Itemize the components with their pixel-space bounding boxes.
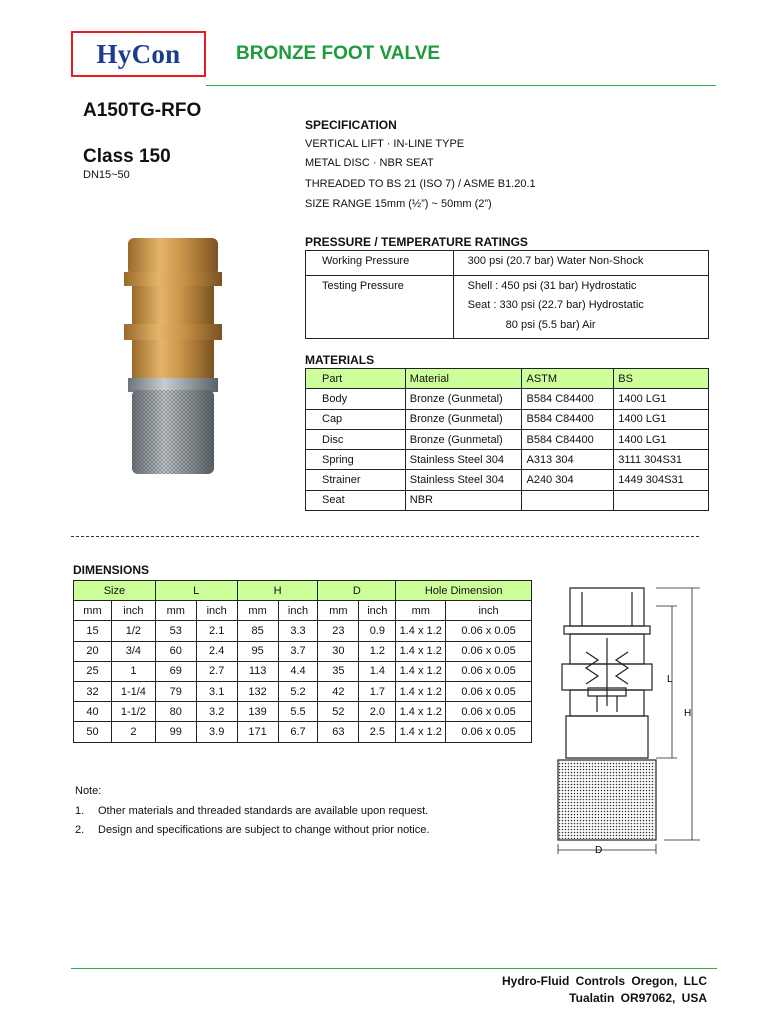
unit-cell: inch <box>359 601 396 621</box>
table-cell: 1/2 <box>111 621 155 641</box>
table-cell: 1.7 <box>359 681 396 701</box>
unit-cell: inch <box>111 601 155 621</box>
table-cell: Bronze (Gunmetal) <box>405 409 522 429</box>
table-cell: 63 <box>318 722 359 742</box>
logo <box>71 31 206 77</box>
spec-line: THREADED TO BS 21 (ISO 7) / ASME B1.20.1 <box>305 178 536 190</box>
column-header: Hole Dimension <box>396 581 532 601</box>
units-row <box>74 601 532 621</box>
table-cell: 50 <box>74 722 112 742</box>
table-cell: Stainless Steel 304 <box>405 470 522 490</box>
table-cell: 95 <box>237 641 278 661</box>
table-row <box>306 409 709 429</box>
header-rule <box>206 85 716 86</box>
table-cell: 42 <box>318 681 359 701</box>
unit-cell: inch <box>278 601 318 621</box>
table-cell: 0.9 <box>359 621 396 641</box>
table-cell: 0.06 x 0.05 <box>446 641 532 661</box>
column-header: L <box>155 581 237 601</box>
table-cell: Disc <box>306 429 406 449</box>
table-cell: 1.4 x 1.2 <box>396 641 446 661</box>
table-cell: 139 <box>237 702 278 722</box>
table-cell: 2.1 <box>196 621 237 641</box>
table-cell: 69 <box>155 661 196 681</box>
table-cell: 1400 LG1 <box>614 389 709 409</box>
table-cell: Strainer <box>306 470 406 490</box>
table-cell: 80 <box>155 702 196 722</box>
dimension-label-h: H <box>684 708 692 719</box>
table-cell: 0.06 x 0.05 <box>446 661 532 681</box>
unit-cell: mm <box>74 601 112 621</box>
table-cell: 32 <box>74 681 112 701</box>
table-cell: 3/4 <box>111 641 155 661</box>
ratings-table <box>305 250 709 339</box>
table-row <box>74 722 532 742</box>
size-range: DN15~50 <box>83 169 130 181</box>
unit-cell: inch <box>196 601 237 621</box>
table-cell: 0.06 x 0.05 <box>446 621 532 641</box>
table-row <box>306 490 709 510</box>
spec-line: SIZE RANGE 15mm (½”) ~ 50mm (2”) <box>305 198 492 210</box>
table-cell: A313 304 <box>522 450 614 470</box>
company-address: Tualatin OR97062, USA <box>569 991 707 1005</box>
table-cell: 3.3 <box>278 621 318 641</box>
table-cell: 2 <box>111 722 155 742</box>
rating-label: Working Pressure <box>306 251 454 276</box>
specification-heading: SPECIFICATION <box>305 118 397 132</box>
table-cell: 1-1/4 <box>111 681 155 701</box>
section-divider <box>71 536 699 537</box>
table-cell: 1-1/2 <box>111 702 155 722</box>
note-number: 1. <box>75 805 85 817</box>
table-cell: Seat <box>306 490 406 510</box>
table-cell: 1.4 x 1.2 <box>396 681 446 701</box>
table-cell: 40 <box>74 702 112 722</box>
table-cell: B584 C84400 <box>522 389 614 409</box>
table-cell: 171 <box>237 722 278 742</box>
pressure-class: Class 150 <box>83 146 171 167</box>
column-header: Size <box>74 581 156 601</box>
table-cell: Bronze (Gunmetal) <box>405 389 522 409</box>
table-cell: Body <box>306 389 406 409</box>
table-cell: 2.7 <box>196 661 237 681</box>
materials-table <box>305 368 709 511</box>
table-cell: Spring <box>306 450 406 470</box>
table-cell: 1.4 x 1.2 <box>396 702 446 722</box>
table-cell: 3.2 <box>196 702 237 722</box>
table-cell: 20 <box>74 641 112 661</box>
rating-value: Shell : 450 psi (31 bar) Hydrostatic Seat : 330 psi (22.7 bar) Hydrostatic 80 psi (5.5 bar) Air <box>453 275 708 339</box>
table-cell: 3.9 <box>196 722 237 742</box>
table-cell: 0.06 x 0.05 <box>446 681 532 701</box>
note-text: Design and specifications are subject to change without prior notice. <box>98 824 430 836</box>
materials-heading: MATERIALS <box>305 353 375 367</box>
spec-line: VERTICAL LIFT · IN-LINE TYPE <box>305 138 465 150</box>
dimensions-table <box>73 580 532 743</box>
unit-cell: mm <box>237 601 278 621</box>
table-row <box>306 470 709 490</box>
logo-text: HyCon <box>96 38 181 69</box>
table-cell: 3111 304S31 <box>614 450 709 470</box>
table-row <box>74 702 532 722</box>
table-cell: 99 <box>155 722 196 742</box>
table-cell: 113 <box>237 661 278 681</box>
document-title: BRONZE FOOT VALVE <box>236 43 441 64</box>
table-cell: Cap <box>306 409 406 429</box>
table-row <box>74 621 532 641</box>
table-cell: 1.2 <box>359 641 396 661</box>
table-cell: B584 C84400 <box>522 409 614 429</box>
table-cell: 132 <box>237 681 278 701</box>
unit-cell: mm <box>155 601 196 621</box>
footer-rule <box>71 968 717 969</box>
table-cell: 2.4 <box>196 641 237 661</box>
dimension-label-l: L <box>667 674 673 685</box>
table-cell: 1.4 x 1.2 <box>396 621 446 641</box>
table-cell: A240 304 <box>522 470 614 490</box>
table-cell: 1.4 x 1.2 <box>396 722 446 742</box>
table-cell: 1.4 <box>359 661 396 681</box>
table-cell: 0.06 x 0.05 <box>446 722 532 742</box>
table-row <box>306 275 709 339</box>
table-cell: 1.4 x 1.2 <box>396 661 446 681</box>
table-cell: 60 <box>155 641 196 661</box>
table-header-row <box>306 369 709 389</box>
dimension-label-d: D <box>595 845 603 856</box>
table-cell: 2.0 <box>359 702 396 722</box>
table-cell: 35 <box>318 661 359 681</box>
column-header: Part <box>306 369 406 389</box>
table-header-row <box>74 581 532 601</box>
table-cell: B584 C84400 <box>522 429 614 449</box>
table-cell: Stainless Steel 304 <box>405 450 522 470</box>
model-number: A150TG-RFO <box>83 100 202 121</box>
table-cell: 79 <box>155 681 196 701</box>
company-name: Hydro-Fluid Controls Oregon, LLC <box>502 974 707 988</box>
rating-value: 300 psi (20.7 bar) Water Non-Shock <box>453 251 708 276</box>
table-row <box>306 251 709 276</box>
table-cell <box>522 490 614 510</box>
table-cell: 85 <box>237 621 278 641</box>
valve-technical-drawing <box>552 582 702 860</box>
ratings-heading: PRESSURE / TEMPERATURE RATINGS <box>305 235 528 249</box>
note-text: Other materials and threaded standards are available upon request. <box>98 805 429 817</box>
table-row <box>74 681 532 701</box>
note-number: 2. <box>75 824 85 836</box>
spec-line: METAL DISC · NBR SEAT <box>305 157 434 169</box>
unit-cell: mm <box>318 601 359 621</box>
table-cell: NBR <box>405 490 522 510</box>
table-cell: 1400 LG1 <box>614 429 709 449</box>
unit-cell: inch <box>446 601 532 621</box>
table-cell: 6.7 <box>278 722 318 742</box>
table-cell: 15 <box>74 621 112 641</box>
table-cell: 4.4 <box>278 661 318 681</box>
notes-heading: Note: <box>75 785 102 797</box>
table-cell: 30 <box>318 641 359 661</box>
table-cell <box>614 490 709 510</box>
column-header: Material <box>405 369 522 389</box>
table-row <box>74 641 532 661</box>
table-cell: 1400 LG1 <box>614 409 709 429</box>
table-cell: 1449 304S31 <box>614 470 709 490</box>
table-cell: 52 <box>318 702 359 722</box>
table-row <box>306 429 709 449</box>
table-cell: 1 <box>111 661 155 681</box>
table-row <box>74 661 532 681</box>
table-cell: 5.2 <box>278 681 318 701</box>
table-row <box>306 450 709 470</box>
table-cell: 53 <box>155 621 196 641</box>
column-header: ASTM <box>522 369 614 389</box>
table-row <box>306 389 709 409</box>
table-cell: 3.1 <box>196 681 237 701</box>
table-cell: 23 <box>318 621 359 641</box>
table-cell: 3.7 <box>278 641 318 661</box>
table-cell: 25 <box>74 661 112 681</box>
table-cell: 2.5 <box>359 722 396 742</box>
table-cell: 0.06 x 0.05 <box>446 702 532 722</box>
dimensions-heading: DIMENSIONS <box>73 563 150 577</box>
company-info <box>502 973 707 1007</box>
table-cell: 5.5 <box>278 702 318 722</box>
unit-cell: mm <box>396 601 446 621</box>
column-header: D <box>318 581 396 601</box>
table-cell: Bronze (Gunmetal) <box>405 429 522 449</box>
valve-photo <box>118 236 228 480</box>
rating-label: Testing Pressure <box>306 275 454 339</box>
column-header: H <box>237 581 318 601</box>
column-header: BS <box>614 369 709 389</box>
